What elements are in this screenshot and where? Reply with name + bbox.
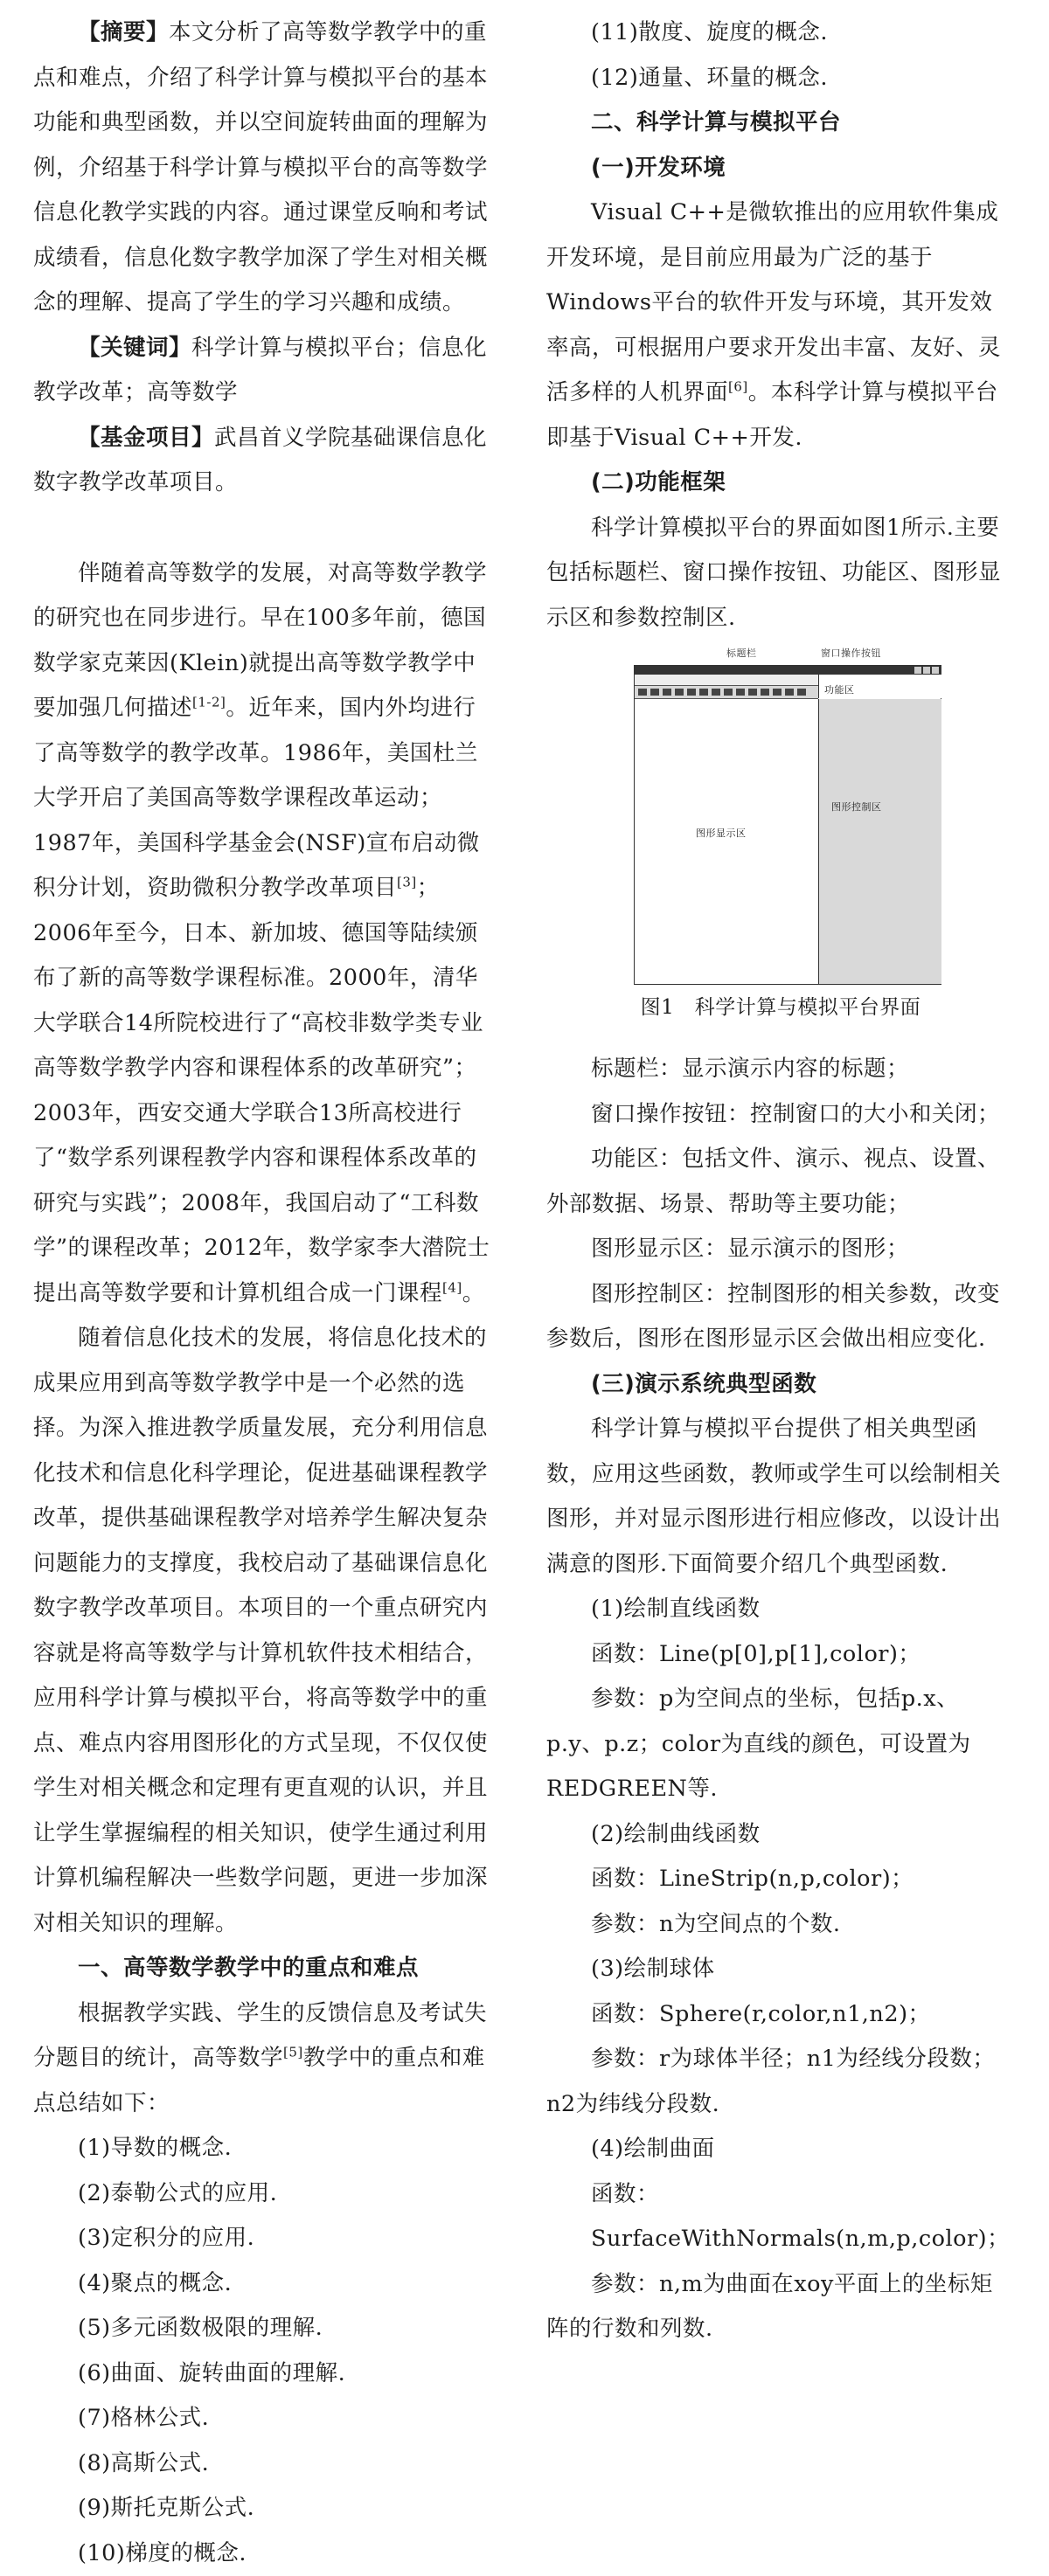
paragraph-summary — [33, 1991, 497, 2127]
citation: [4] — [442, 1279, 462, 1295]
text-run: 。 — [462, 1280, 485, 1306]
tool-icon — [638, 689, 647, 696]
maximize-icon — [923, 667, 930, 674]
left-column — [33, 10, 497, 2576]
list-item: (8)高斯公式. — [33, 2441, 497, 2487]
desc-function-area: 功能区：包括文件、演示、视点、设置、外部数据、场景、帮助等主要功能； — [546, 1137, 1015, 1227]
figure-caption: 图1 科学计算与模拟平台界面 — [546, 994, 1015, 1021]
fund — [33, 416, 497, 506]
abstract — [33, 10, 497, 326]
paragraph-typical: 科学计算与模拟平台提供了相关典型函数，应用这些函数，教师或学生可以绘制相关图形，并对显示图形进行相应修改，以设计出满意的图形.下面简要介绍几个典型函数. — [546, 1407, 1015, 1587]
citation: [1-2] — [192, 695, 226, 710]
tool-icon — [748, 689, 757, 696]
tool-icon — [699, 689, 708, 696]
tool-icon — [650, 689, 659, 696]
list-item: (11)散度、旋度的概念. — [546, 10, 1015, 56]
func-params: 参数：n为空间点的个数. — [546, 1902, 1015, 1948]
section-heading-1: 一、高等数学教学中的重点和难点 — [33, 1946, 497, 1991]
tool-bar — [635, 686, 818, 699]
func-title: (4)绘制曲面 — [546, 2127, 1015, 2172]
window-buttons — [914, 667, 939, 674]
function-area — [818, 675, 941, 698]
list-item: (12)通量、环量的概念. — [546, 56, 1015, 101]
tool-icon — [785, 689, 794, 696]
text-run: 根据教学实践、学生的反馈信息及考试失分题目的统计，高等数学 — [33, 2000, 487, 2072]
desc-window-buttons: 窗口操作按钮：控制窗口的大小和关闭； — [546, 1092, 1015, 1138]
func-signature: 函数：LineStrip(n,p,color)； — [546, 1857, 1015, 1902]
text-run: 。近年来，国内外均进行了高等数学的教学改革。1986年，美国杜兰大学开启了美国高等数学课程改革运动；1987年，美国科学基金会(NSF)宣布启动微积分计划，资助微积分教学改革项目 — [33, 695, 480, 901]
list-item: (10)梯度的概念. — [33, 2531, 497, 2576]
list-item: (1)导数的概念. — [33, 2126, 497, 2171]
tool-icon — [712, 689, 720, 696]
text-run: 。本科学计算与模拟平台即基于Visual C++开发. — [546, 379, 998, 451]
paragraph-project: 随着信息化技术的发展，将信息化技术的成果应用到高等数学教学中是一个必然的选择。为深入推进教学质量发展，充分利用信息化技术和信息化科学理论，促进基础课程教学改革，提供基础课程教学对培养学生解决复杂问题能力的支撑度，我校启动了基础课信息化数字教学改革项目。本项目的一个重点研究内容就是将高等数学与计算机软件技术相结合，应用科学计算与模拟平台，将高等数学中的重点、难点内容用图形化的方式呈现，不仅仅使学生对相关概念和定理有更直观的认识，并且让学生掌握编程的相关知识，使学生通过利用计算机编程解决一些数学问题，更进一步加深对相关知识的理解。 — [33, 1316, 497, 1946]
minimize-icon — [914, 667, 921, 674]
menu-bar — [635, 675, 818, 686]
citation: [5] — [283, 2045, 303, 2060]
func-title: (1)绘制直线函数 — [546, 1587, 1015, 1632]
func-signature: 函数：Sphere(r,color,n1,n2)； — [546, 1992, 1015, 2038]
func-signature: 函数：SurfaceWithNormals(n,m,p,color)； — [546, 2172, 1015, 2262]
citation: [3] — [397, 875, 417, 890]
figure-1 — [546, 641, 1015, 1047]
keywords-text: 科学计算与模拟平台；信息化教学改革；高等数学 — [33, 335, 487, 406]
text-run: ；2006年至今，日本、新加坡、德国等陆续颁布了新的高等数学课程标准。2000年，清华大学联合14所院校进行了“高校非数学类专业高等数学教学内容和课程体系的改革研究”；2003年，西安交通大学联合13所高校进行了“数学系列课程教学内容和课程体系改革的研究与实践”；2008年，我国启动了“工科数学”的课程改革；2012年，数学家李大潜院士提出高等数学要和计算机组合成一门课程 — [33, 875, 490, 1306]
func-params: 参数：p为空间点的坐标，包括p.x、p.y、p.z；color为直线的颜色，可设置为REDGREEN等. — [546, 1677, 1015, 1812]
close-icon — [932, 667, 939, 674]
label-control-area: 图形控制区 — [831, 785, 882, 830]
abstract-text: 本文分析了高等数学教学中的重点和难点，介绍了科学计算与模拟平台的基本功能和典型函数，并以空间旋转曲面的理解为例，介绍基于科学计算与模拟平台的高等数学信息化教学实践的内容。通过课堂反响和考试成绩看，信息化数字教学加深了学生对相关概念的理解、提高了学生的学习兴趣和成绩。 — [33, 19, 488, 315]
control-area — [818, 699, 941, 984]
list-item: (6)曲面、旋转曲面的理解. — [33, 2351, 497, 2397]
tool-icon — [773, 689, 782, 696]
text-run: Visual C++是微软推出的应用软件集成开发环境，是目前应用最为广泛的基于Windows平台的软件开发与环境，其开发效率高，可根据用户要求开发出丰富、友好、灵活多样的人机界面 — [546, 199, 1001, 405]
tool-icon — [675, 689, 684, 696]
func-params: 参数：r为球体半径；n1为经线分段数；n2为纬线分段数. — [546, 2037, 1015, 2127]
paragraph-dev-env — [546, 190, 1015, 460]
paragraph-function: 科学计算模拟平台的界面如图1所示.主要包括标题栏、窗口操作按钮、功能区、图形显示区和参数控制区. — [546, 506, 1015, 641]
right-column — [546, 10, 1015, 2352]
list-item: (3)定积分的应用. — [33, 2216, 497, 2261]
display-area — [635, 699, 818, 984]
title-bar — [635, 666, 941, 675]
tool-icon — [663, 689, 671, 696]
text-run: 教学中的重点和难点总结如下： — [33, 2045, 485, 2116]
func-signature: 函数：Line(p[0],p[1],color)； — [546, 1632, 1015, 1678]
list-item: (9)斯托克斯公式. — [33, 2486, 497, 2531]
subsection-heading: (三)演示系统典型函数 — [546, 1362, 1015, 1408]
subsection-heading: (二)功能框架 — [546, 460, 1015, 506]
label-window-buttons: 窗口操作按钮 — [821, 647, 881, 660]
desc-title-bar: 标题栏：显示演示内容的标题； — [546, 1047, 1015, 1092]
label-display-area: 图形显示区 — [696, 811, 747, 856]
list-item: (4)聚点的概念. — [33, 2261, 497, 2307]
fund-text: 武昌首义学院基础课信息化数字教学改革项目。 — [33, 425, 487, 496]
func-title: (2)绘制曲线函数 — [546, 1812, 1015, 1858]
tool-icon — [687, 689, 696, 696]
text-run: 伴随着高等数学的发展，对高等数学教学的研究也在同步进行。早在100多年前，德国数学家克莱因(Klein)就提出高等数学教学中要加强几何描述 — [33, 560, 487, 722]
tool-icon — [761, 689, 769, 696]
label-function-area: 功能区 — [824, 685, 855, 696]
label-title-bar: 标题栏 — [726, 647, 757, 660]
fund-label: 【基金项目】 — [78, 425, 214, 451]
tool-icon — [797, 689, 806, 696]
list-item: (2)泰勒公式的应用. — [33, 2171, 497, 2217]
func-title: (3)绘制球体 — [546, 1947, 1015, 1992]
section-heading-2: 二、科学计算与模拟平台 — [546, 100, 1015, 146]
list-item: (7)格林公式. — [33, 2396, 497, 2441]
func-params: 参数：n,m为曲面在xoy平面上的坐标矩阵的行数和列数. — [546, 2262, 1015, 2352]
tool-icon — [724, 689, 733, 696]
keywords — [33, 326, 497, 416]
citation: [6] — [728, 379, 748, 395]
interface-diagram — [634, 647, 941, 985]
keywords-label: 【关键词】 — [78, 335, 191, 361]
paragraph-intro — [33, 551, 497, 1317]
desc-control-area: 图形控制区：控制图形的相关参数，改变参数后，图形在图形显示区会做出相应变化. — [546, 1272, 1015, 1362]
spacer — [33, 506, 497, 551]
tool-icon — [736, 689, 745, 696]
subsection-heading: (一)开发环境 — [546, 146, 1015, 191]
app-window — [634, 665, 941, 985]
list-item: (5)多元函数极限的理解. — [33, 2306, 497, 2351]
desc-display-area: 图形显示区：显示演示的图形； — [546, 1227, 1015, 1272]
abstract-label: 【摘要】 — [78, 19, 169, 45]
